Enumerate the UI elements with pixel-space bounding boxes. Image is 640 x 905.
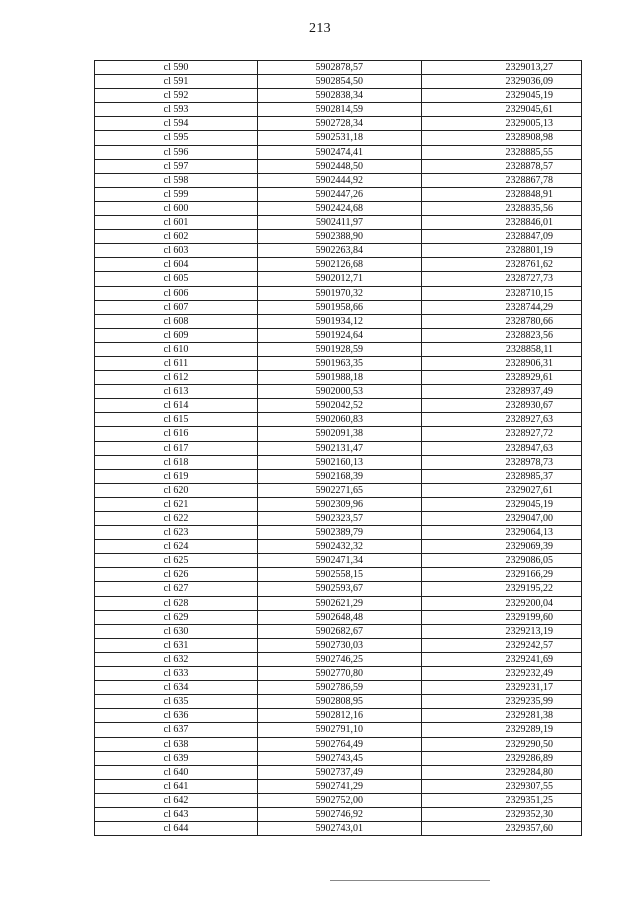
table-row bbox=[95, 187, 582, 201]
point-id-cell: cl 595 bbox=[95, 131, 258, 145]
table-row bbox=[95, 342, 582, 356]
table-row bbox=[95, 441, 582, 455]
y-coordinate-cell: 2329284,80 bbox=[422, 765, 582, 779]
table-row bbox=[95, 652, 582, 666]
table-row bbox=[95, 314, 582, 328]
x-coordinate-cell: 5902168,39 bbox=[258, 469, 422, 483]
table-row bbox=[95, 131, 582, 145]
y-coordinate-cell: 2328937,49 bbox=[422, 385, 582, 399]
point-id-cell: cl 590 bbox=[95, 61, 258, 75]
point-id-cell: cl 597 bbox=[95, 159, 258, 173]
x-coordinate-cell: 5902411,97 bbox=[258, 216, 422, 230]
x-coordinate-cell: 5902854,50 bbox=[258, 75, 422, 89]
point-id-cell: cl 625 bbox=[95, 554, 258, 568]
point-id-cell: cl 592 bbox=[95, 89, 258, 103]
footer-rule bbox=[330, 880, 490, 881]
x-coordinate-cell: 5902012,71 bbox=[258, 272, 422, 286]
x-coordinate-cell: 5901963,35 bbox=[258, 356, 422, 370]
point-id-cell: cl 618 bbox=[95, 455, 258, 469]
point-id-cell: cl 596 bbox=[95, 145, 258, 159]
table-row bbox=[95, 159, 582, 173]
point-id-cell: cl 626 bbox=[95, 568, 258, 582]
point-id-cell: cl 617 bbox=[95, 441, 258, 455]
y-coordinate-cell: 2329286,89 bbox=[422, 751, 582, 765]
point-id-cell: cl 591 bbox=[95, 75, 258, 89]
y-coordinate-cell: 2328801,19 bbox=[422, 244, 582, 258]
y-coordinate-cell: 2329290,50 bbox=[422, 737, 582, 751]
table-row bbox=[95, 582, 582, 596]
y-coordinate-cell: 2328985,37 bbox=[422, 469, 582, 483]
table-row bbox=[95, 807, 582, 821]
x-coordinate-cell: 5902444,92 bbox=[258, 173, 422, 187]
table-row bbox=[95, 89, 582, 103]
y-coordinate-cell: 2329045,61 bbox=[422, 103, 582, 117]
y-coordinate-cell: 2328858,11 bbox=[422, 342, 582, 356]
table-row bbox=[95, 117, 582, 131]
x-coordinate-cell: 5901988,18 bbox=[258, 371, 422, 385]
point-id-cell: cl 643 bbox=[95, 807, 258, 821]
table-row bbox=[95, 61, 582, 75]
y-coordinate-cell: 2329199,60 bbox=[422, 610, 582, 624]
table-row bbox=[95, 173, 582, 187]
y-coordinate-cell: 2329242,57 bbox=[422, 638, 582, 652]
point-id-cell: cl 639 bbox=[95, 751, 258, 765]
table-row bbox=[95, 272, 582, 286]
table-row bbox=[95, 427, 582, 441]
y-coordinate-cell: 2329036,09 bbox=[422, 75, 582, 89]
table-row bbox=[95, 751, 582, 765]
point-id-cell: cl 621 bbox=[95, 497, 258, 511]
x-coordinate-cell: 5902728,34 bbox=[258, 117, 422, 131]
point-id-cell: cl 631 bbox=[95, 638, 258, 652]
point-id-cell: cl 613 bbox=[95, 385, 258, 399]
x-coordinate-cell: 5902060,83 bbox=[258, 413, 422, 427]
point-id-cell: cl 599 bbox=[95, 187, 258, 201]
table-row bbox=[95, 610, 582, 624]
x-coordinate-cell: 5902271,65 bbox=[258, 483, 422, 497]
y-coordinate-cell: 2328927,72 bbox=[422, 427, 582, 441]
table-row bbox=[95, 469, 582, 483]
point-id-cell: cl 622 bbox=[95, 512, 258, 526]
y-coordinate-cell: 2329086,05 bbox=[422, 554, 582, 568]
y-coordinate-cell: 2329005,13 bbox=[422, 117, 582, 131]
x-coordinate-cell: 5902558,15 bbox=[258, 568, 422, 582]
table-row bbox=[95, 230, 582, 244]
x-coordinate-cell: 5902448,50 bbox=[258, 159, 422, 173]
point-id-cell: cl 620 bbox=[95, 483, 258, 497]
x-coordinate-cell: 5902389,79 bbox=[258, 526, 422, 540]
y-coordinate-cell: 2328761,62 bbox=[422, 258, 582, 272]
point-id-cell: cl 634 bbox=[95, 681, 258, 695]
table-row bbox=[95, 709, 582, 723]
point-id-cell: cl 600 bbox=[95, 201, 258, 215]
x-coordinate-cell: 5901970,32 bbox=[258, 286, 422, 300]
y-coordinate-cell: 2328727,73 bbox=[422, 272, 582, 286]
point-id-cell: cl 616 bbox=[95, 427, 258, 441]
x-coordinate-cell: 5902263,84 bbox=[258, 244, 422, 258]
x-coordinate-cell: 5902091,38 bbox=[258, 427, 422, 441]
point-id-cell: cl 642 bbox=[95, 793, 258, 807]
point-id-cell: cl 640 bbox=[95, 765, 258, 779]
x-coordinate-cell: 5902814,59 bbox=[258, 103, 422, 117]
table-row bbox=[95, 455, 582, 469]
table-row bbox=[95, 512, 582, 526]
point-id-cell: cl 638 bbox=[95, 737, 258, 751]
y-coordinate-cell: 2329357,60 bbox=[422, 822, 582, 836]
x-coordinate-cell: 5902838,34 bbox=[258, 89, 422, 103]
y-coordinate-cell: 2328927,63 bbox=[422, 413, 582, 427]
table-row bbox=[95, 667, 582, 681]
x-coordinate-cell: 5902126,68 bbox=[258, 258, 422, 272]
table-row bbox=[95, 737, 582, 751]
table-row bbox=[95, 413, 582, 427]
y-coordinate-cell: 2328835,56 bbox=[422, 201, 582, 215]
point-id-cell: cl 612 bbox=[95, 371, 258, 385]
y-coordinate-cell: 2329289,19 bbox=[422, 723, 582, 737]
x-coordinate-cell: 5902752,00 bbox=[258, 793, 422, 807]
table-row bbox=[95, 497, 582, 511]
table-row bbox=[95, 695, 582, 709]
point-id-cell: cl 628 bbox=[95, 596, 258, 610]
x-coordinate-cell: 5902648,48 bbox=[258, 610, 422, 624]
coordinates-table-body bbox=[95, 61, 582, 836]
x-coordinate-cell: 5902474,41 bbox=[258, 145, 422, 159]
y-coordinate-cell: 2329045,19 bbox=[422, 89, 582, 103]
y-coordinate-cell: 2328744,29 bbox=[422, 300, 582, 314]
point-id-cell: cl 607 bbox=[95, 300, 258, 314]
table-row bbox=[95, 596, 582, 610]
table-row bbox=[95, 145, 582, 159]
table-row bbox=[95, 554, 582, 568]
point-id-cell: cl 633 bbox=[95, 667, 258, 681]
x-coordinate-cell: 5902808,95 bbox=[258, 695, 422, 709]
x-coordinate-cell: 5902730,03 bbox=[258, 638, 422, 652]
y-coordinate-cell: 2329231,17 bbox=[422, 681, 582, 695]
y-coordinate-cell: 2328908,98 bbox=[422, 131, 582, 145]
table-row bbox=[95, 483, 582, 497]
table-row bbox=[95, 624, 582, 638]
table-row bbox=[95, 399, 582, 413]
table-row bbox=[95, 779, 582, 793]
x-coordinate-cell: 5902682,67 bbox=[258, 624, 422, 638]
y-coordinate-cell: 2329064,13 bbox=[422, 526, 582, 540]
page-number: 213 bbox=[309, 21, 331, 36]
y-coordinate-cell: 2329281,38 bbox=[422, 709, 582, 723]
x-coordinate-cell: 5902746,92 bbox=[258, 807, 422, 821]
y-coordinate-cell: 2329195,22 bbox=[422, 582, 582, 596]
x-coordinate-cell: 5901928,59 bbox=[258, 342, 422, 356]
x-coordinate-cell: 5902764,49 bbox=[258, 737, 422, 751]
x-coordinate-cell: 5902741,29 bbox=[258, 779, 422, 793]
y-coordinate-cell: 2329232,49 bbox=[422, 667, 582, 681]
x-coordinate-cell: 5902388,90 bbox=[258, 230, 422, 244]
table-row bbox=[95, 681, 582, 695]
y-coordinate-cell: 2328929,61 bbox=[422, 371, 582, 385]
y-coordinate-cell: 2329045,19 bbox=[422, 497, 582, 511]
point-id-cell: cl 627 bbox=[95, 582, 258, 596]
point-id-cell: cl 637 bbox=[95, 723, 258, 737]
y-coordinate-cell: 2328823,56 bbox=[422, 328, 582, 342]
point-id-cell: cl 619 bbox=[95, 469, 258, 483]
point-id-cell: cl 605 bbox=[95, 272, 258, 286]
table-row bbox=[95, 793, 582, 807]
y-coordinate-cell: 2328848,91 bbox=[422, 187, 582, 201]
point-id-cell: cl 644 bbox=[95, 822, 258, 836]
table-row bbox=[95, 300, 582, 314]
x-coordinate-cell: 5902791,10 bbox=[258, 723, 422, 737]
y-coordinate-cell: 2329307,55 bbox=[422, 779, 582, 793]
y-coordinate-cell: 2329166,29 bbox=[422, 568, 582, 582]
x-coordinate-cell: 5902131,47 bbox=[258, 441, 422, 455]
table-row bbox=[95, 385, 582, 399]
table-row bbox=[95, 328, 582, 342]
x-coordinate-cell: 5902531,18 bbox=[258, 131, 422, 145]
x-coordinate-cell: 5901958,66 bbox=[258, 300, 422, 314]
y-coordinate-cell: 2328930,67 bbox=[422, 399, 582, 413]
y-coordinate-cell: 2328885,55 bbox=[422, 145, 582, 159]
x-coordinate-cell: 5902743,01 bbox=[258, 822, 422, 836]
point-id-cell: cl 641 bbox=[95, 779, 258, 793]
x-coordinate-cell: 5902424,68 bbox=[258, 201, 422, 215]
x-coordinate-cell: 5902770,80 bbox=[258, 667, 422, 681]
point-id-cell: cl 630 bbox=[95, 624, 258, 638]
x-coordinate-cell: 5902000,53 bbox=[258, 385, 422, 399]
x-coordinate-cell: 5902621,29 bbox=[258, 596, 422, 610]
y-coordinate-cell: 2329351,25 bbox=[422, 793, 582, 807]
point-id-cell: cl 615 bbox=[95, 413, 258, 427]
point-id-cell: cl 614 bbox=[95, 399, 258, 413]
y-coordinate-cell: 2328906,31 bbox=[422, 356, 582, 370]
table-row bbox=[95, 723, 582, 737]
point-id-cell: cl 608 bbox=[95, 314, 258, 328]
x-coordinate-cell: 5902042,52 bbox=[258, 399, 422, 413]
point-id-cell: cl 629 bbox=[95, 610, 258, 624]
point-id-cell: cl 611 bbox=[95, 356, 258, 370]
y-coordinate-cell: 2328780,66 bbox=[422, 314, 582, 328]
table-row bbox=[95, 103, 582, 117]
table-row bbox=[95, 216, 582, 230]
y-coordinate-cell: 2328846,01 bbox=[422, 216, 582, 230]
table-row bbox=[95, 540, 582, 554]
table-row bbox=[95, 765, 582, 779]
point-id-cell: cl 593 bbox=[95, 103, 258, 117]
x-coordinate-cell: 5902471,34 bbox=[258, 554, 422, 568]
table-row bbox=[95, 638, 582, 652]
point-id-cell: cl 603 bbox=[95, 244, 258, 258]
y-coordinate-cell: 2329241,69 bbox=[422, 652, 582, 666]
table-row bbox=[95, 371, 582, 385]
x-coordinate-cell: 5902786,59 bbox=[258, 681, 422, 695]
table-row bbox=[95, 286, 582, 300]
y-coordinate-cell: 2329213,19 bbox=[422, 624, 582, 638]
x-coordinate-cell: 5902737,49 bbox=[258, 765, 422, 779]
point-id-cell: cl 604 bbox=[95, 258, 258, 272]
point-id-cell: cl 598 bbox=[95, 173, 258, 187]
x-coordinate-cell: 5901934,12 bbox=[258, 314, 422, 328]
y-coordinate-cell: 2329235,99 bbox=[422, 695, 582, 709]
point-id-cell: cl 632 bbox=[95, 652, 258, 666]
table-row bbox=[95, 356, 582, 370]
coordinates-table bbox=[94, 60, 582, 836]
y-coordinate-cell: 2328847,09 bbox=[422, 230, 582, 244]
point-id-cell: cl 623 bbox=[95, 526, 258, 540]
y-coordinate-cell: 2328867,78 bbox=[422, 173, 582, 187]
y-coordinate-cell: 2328878,57 bbox=[422, 159, 582, 173]
table-row bbox=[95, 244, 582, 258]
point-id-cell: cl 602 bbox=[95, 230, 258, 244]
x-coordinate-cell: 5902432,32 bbox=[258, 540, 422, 554]
x-coordinate-cell: 5902878,57 bbox=[258, 61, 422, 75]
y-coordinate-cell: 2328947,63 bbox=[422, 441, 582, 455]
table-row bbox=[95, 568, 582, 582]
x-coordinate-cell: 5902160,13 bbox=[258, 455, 422, 469]
table-row bbox=[95, 75, 582, 89]
table-row bbox=[95, 258, 582, 272]
x-coordinate-cell: 5902746,25 bbox=[258, 652, 422, 666]
y-coordinate-cell: 2329047,00 bbox=[422, 512, 582, 526]
x-coordinate-cell: 5902323,57 bbox=[258, 512, 422, 526]
y-coordinate-cell: 2329069,39 bbox=[422, 540, 582, 554]
point-id-cell: cl 606 bbox=[95, 286, 258, 300]
point-id-cell: cl 636 bbox=[95, 709, 258, 723]
x-coordinate-cell: 5902447,26 bbox=[258, 187, 422, 201]
y-coordinate-cell: 2328710,15 bbox=[422, 286, 582, 300]
x-coordinate-cell: 5902309,96 bbox=[258, 497, 422, 511]
point-id-cell: cl 609 bbox=[95, 328, 258, 342]
x-coordinate-cell: 5901924,64 bbox=[258, 328, 422, 342]
table-row bbox=[95, 822, 582, 836]
point-id-cell: cl 624 bbox=[95, 540, 258, 554]
table-row bbox=[95, 526, 582, 540]
x-coordinate-cell: 5902743,45 bbox=[258, 751, 422, 765]
point-id-cell: cl 594 bbox=[95, 117, 258, 131]
table-row bbox=[95, 201, 582, 215]
y-coordinate-cell: 2328978,73 bbox=[422, 455, 582, 469]
point-id-cell: cl 601 bbox=[95, 216, 258, 230]
x-coordinate-cell: 5902593,67 bbox=[258, 582, 422, 596]
y-coordinate-cell: 2329200,04 bbox=[422, 596, 582, 610]
y-coordinate-cell: 2329352,30 bbox=[422, 807, 582, 821]
point-id-cell: cl 635 bbox=[95, 695, 258, 709]
y-coordinate-cell: 2329027,61 bbox=[422, 483, 582, 497]
x-coordinate-cell: 5902812,16 bbox=[258, 709, 422, 723]
y-coordinate-cell: 2329013,27 bbox=[422, 61, 582, 75]
point-id-cell: cl 610 bbox=[95, 342, 258, 356]
